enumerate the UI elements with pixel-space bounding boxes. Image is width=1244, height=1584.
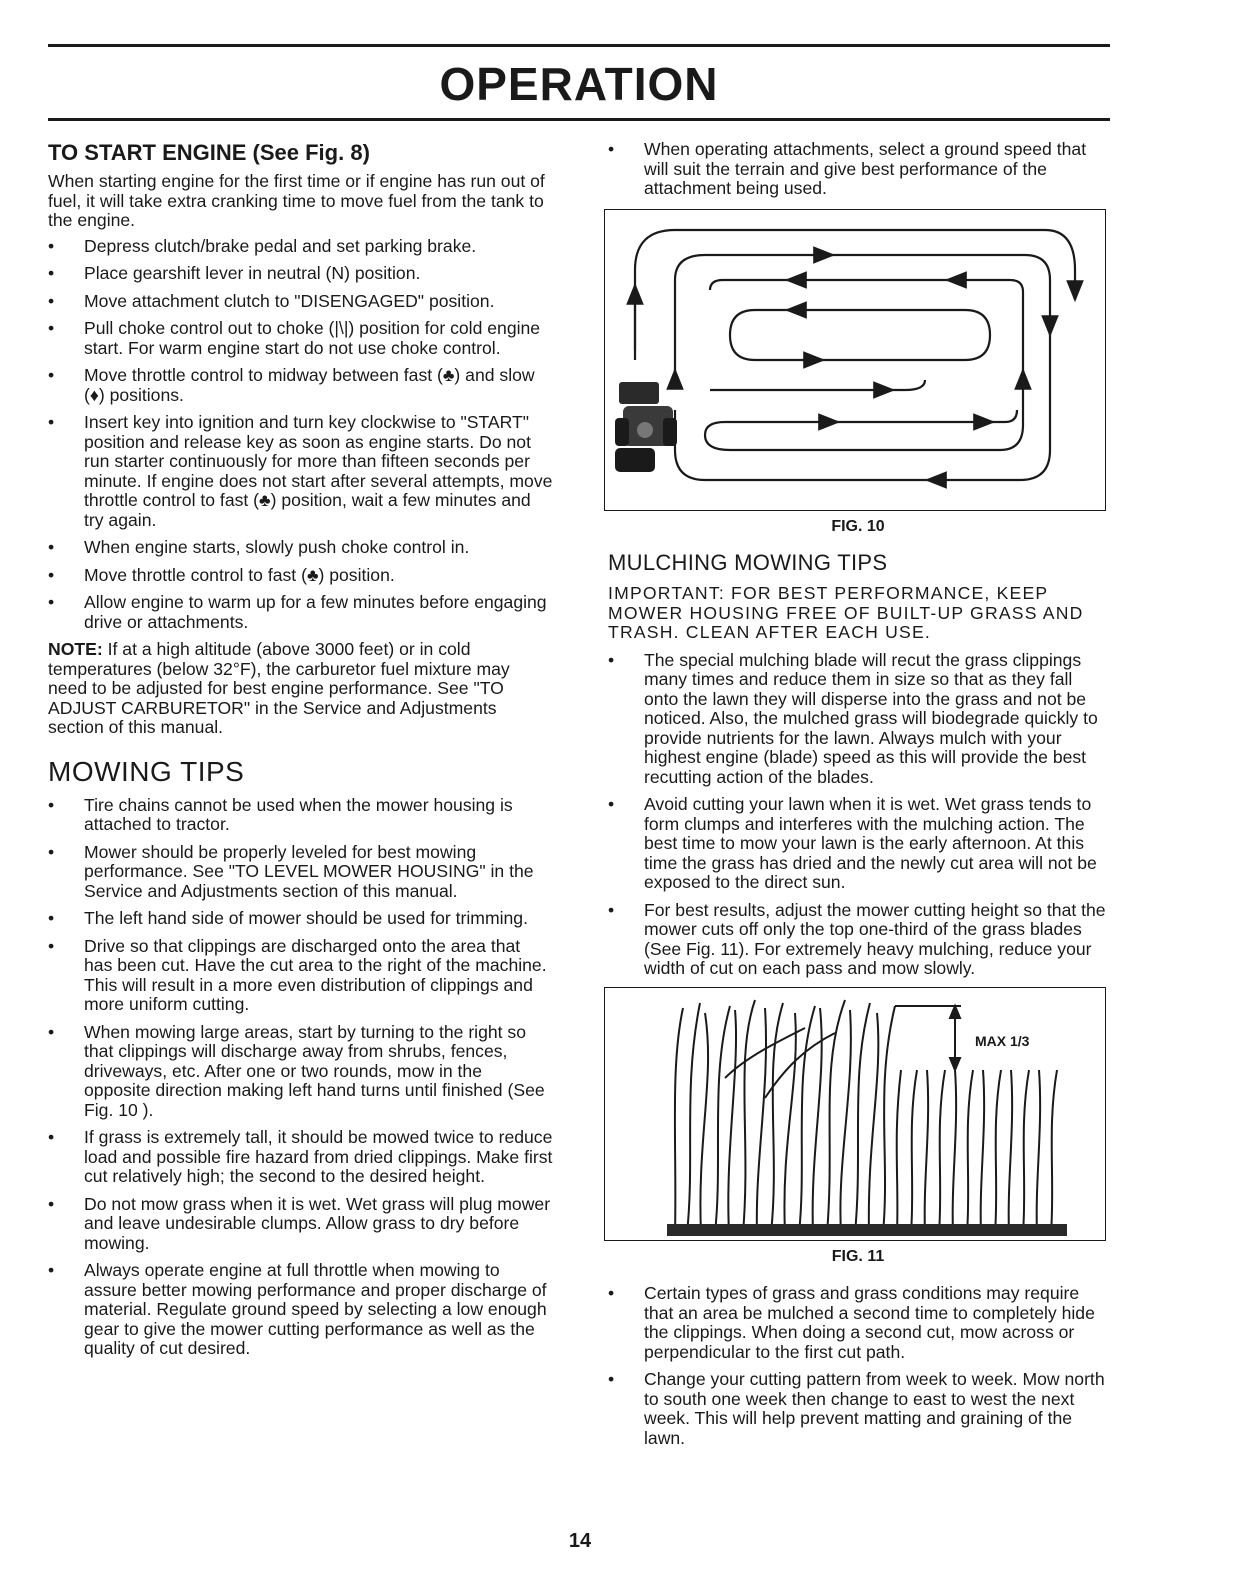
list-item: • Depress clutch/brake pedal and set parking brake. bbox=[48, 237, 553, 257]
list-item: • For best results, adjust the mower cutting height so that the mower cuts off only the top one-third of the grass blades (See Fig. 11). For extremely heavy mulching, reduce your width of cut on each pass and mow slowly. bbox=[608, 901, 1108, 979]
start-engine-steps bbox=[48, 237, 553, 633]
list-item: • When engine starts, slowly push choke control in. bbox=[48, 538, 553, 558]
list-item: • When mowing large areas, start by turning to the right so that clippings will discharge away from shrubs, fences, driveways, etc. After one or two rounds, mow in the opposite direction making left hand turns until finished (See Fig. 10 ). bbox=[48, 1023, 553, 1121]
mulching-tips-list-2 bbox=[608, 1284, 1108, 1448]
list-item: • Avoid cutting your lawn when it is wet. Wet grass tends to form clumps and interferes with the mulching action. The best time to mow your lawn is the early afternoon. At this time the grass has dried and the newly cut area will not be exposed to the direct sun. bbox=[608, 795, 1108, 893]
list-item: • Do not mow grass when it is wet. Wet grass will plug mower and leave undesirable clumps. Allow grass to dry before mowing. bbox=[48, 1195, 553, 1254]
list-item: • Drive so that clippings are discharged onto the area that has been cut. Have the cut area to the right of the machine. This will result in a more even distribution of clippings and more uniform cutting. bbox=[48, 937, 553, 1015]
note-label: NOTE: bbox=[48, 639, 103, 659]
mowing-tips-heading: MOWING TIPS bbox=[48, 755, 245, 787]
attachment-tip-list bbox=[608, 140, 1108, 199]
right-column bbox=[608, 140, 1108, 1456]
important-notice bbox=[608, 584, 1108, 643]
list-item: • Pull choke control out to choke (|\|) position for cold engine start. For warm engine start do not use choke control. bbox=[48, 319, 553, 358]
list-item: • Change your cutting pattern from week to week. Mow north to south one week then change to east to west the next week. This will help prevent matting and graining of the lawn. bbox=[608, 1370, 1108, 1448]
list-item: • Place gearshift lever in neutral (N) position. bbox=[48, 264, 553, 284]
start-engine-heading: TO START ENGINE (See Fig. 8) bbox=[48, 140, 370, 165]
list-item: • Tire chains cannot be used when the mower housing is attached to tractor. bbox=[48, 796, 553, 835]
list-item: • Allow engine to warm up for a few minutes before engaging drive or attachments. bbox=[48, 593, 553, 632]
list-item: • Mower should be properly leveled for best mowing performance. See "TO LEVEL MOWER HOUSING" in the Service and Adjustments section of this manual. bbox=[48, 843, 553, 902]
tractor-icon bbox=[615, 382, 677, 472]
height-indicator bbox=[895, 1006, 961, 1070]
engine-note bbox=[48, 640, 553, 738]
list-item: • Move throttle control to midway between fast (♣) and slow (♦) positions. bbox=[48, 366, 553, 405]
list-item: • When operating attachments, select a ground speed that will suit the terrain and give best performance of the attachment being used. bbox=[608, 140, 1108, 199]
mulching-tips-list bbox=[608, 651, 1108, 979]
list-item: • The left hand side of mower should be used for trimming. bbox=[48, 909, 553, 929]
cut-grass bbox=[897, 1070, 1057, 1233]
list-item: • Always operate engine at full throttle when mowing to assure better mowing performance and proper discharge of material. Regulate ground speed by selecting a low enough gear to give the mower cutting performance as well as the quality of cut desired. bbox=[48, 1261, 553, 1359]
list-item: • Insert key into ignition and turn key clockwise to "START" position and release key as soon as engine starts. Do not run starter continuously for more than fifteen seconds per minute. If engine does not start after several attempts, move throttle control to fast (♣) position, wait a few minutes and try again. bbox=[48, 413, 553, 530]
tall-grass bbox=[675, 1000, 895, 1233]
max-cut-label: MAX 1/3 bbox=[975, 1032, 1030, 1049]
top-rule bbox=[48, 44, 1110, 47]
fig10-diagram bbox=[604, 209, 1106, 511]
fig10-caption: FIG. 10 bbox=[831, 517, 885, 535]
start-engine-intro: When starting engine for the first time or if engine has run out of fuel, it will take extra cranking time to move fuel from the tank to the engine. bbox=[48, 171, 545, 230]
list-item: • Certain types of grass and grass conditions may require that an area be mulched a second time to completely hide the clippings. When doing a second cut, mow across or perpendicular to the first cut path. bbox=[608, 1284, 1108, 1362]
list-item: • Move throttle control to fast (♣) position. bbox=[48, 566, 553, 586]
mowing-tips-list bbox=[48, 796, 553, 1359]
list-item: • If grass is extremely tall, it should be mowed twice to reduce load and possible fire hazard from dried clippings. Make first cut relatively high; the second to the desired height. bbox=[48, 1128, 553, 1187]
list-item: • Move attachment clutch to "DISENGAGED" position. bbox=[48, 292, 553, 312]
left-column bbox=[48, 140, 553, 1367]
note-text: If at a high altitude (above 3000 feet) or in cold temperatures (below 32°F), the carburetor fuel mixture may need to be adjusted for best engine performance. See "TO ADJUST CARBURETOR" in the Service and Adjustments section of this manual. bbox=[48, 639, 510, 737]
mulching-heading: MULCHING MOWING TIPS bbox=[608, 550, 888, 575]
title-rule bbox=[48, 118, 1110, 121]
mowing-pattern-illustration bbox=[605, 210, 1105, 510]
important-label: IMPORTANT: bbox=[608, 583, 725, 603]
page-title: OPERATION bbox=[439, 58, 719, 110]
page-number: 14 bbox=[568, 1530, 592, 1552]
fig11-diagram bbox=[604, 987, 1106, 1241]
list-item: • The special mulching blade will recut the grass clippings many times and reduce them in size so that as they fall onto the lawn they will disperse into the grass and not be noticed. Also, the mulched grass will biodegrade quickly to provide nutrients for the lawn. Always mulch with your highest engine (blade) speed as this will provide the best recutting action of the blades. bbox=[608, 651, 1108, 788]
grass-height-illustration bbox=[605, 988, 1105, 1240]
fig11-caption: FIG. 11 bbox=[831, 1247, 885, 1265]
important-text: FOR BEST PERFORMANCE, KEEP MOWER HOUSING FREE OF BUILT-UP GRASS AND TRASH. CLEAN AFTER EACH USE. bbox=[608, 583, 1084, 642]
